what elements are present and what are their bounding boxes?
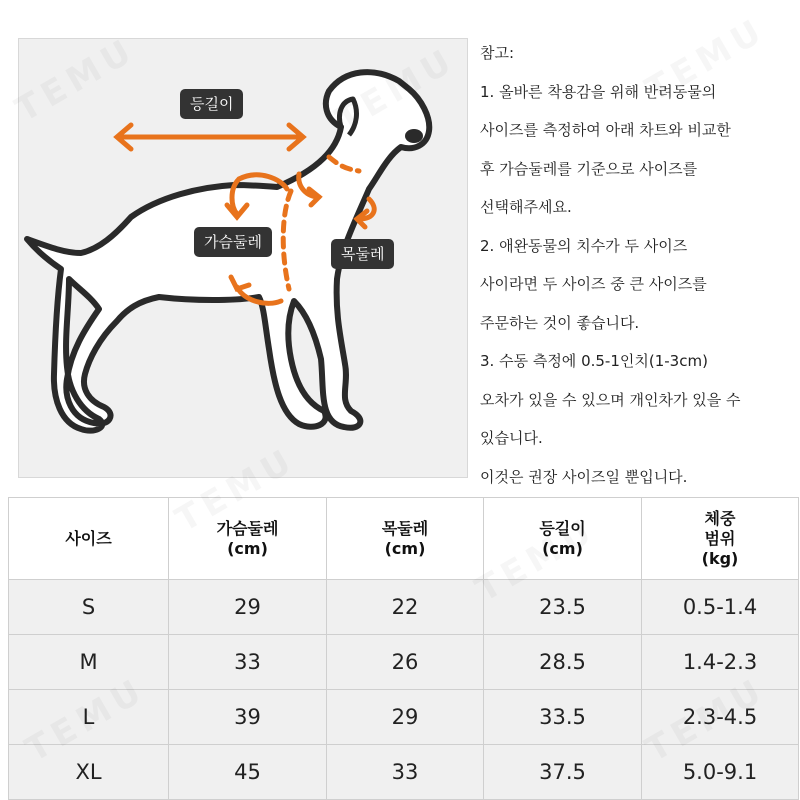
notes-line: 1. 올바른 착용감을 위해 반려동물의 bbox=[480, 82, 717, 101]
notes-line: 후 가슴둘레를 기준으로 사이즈를 bbox=[480, 159, 698, 178]
back-length-label: 등길이 bbox=[180, 89, 243, 119]
notes-line: 오차가 있을 수 있으며 개인차가 있을 수 bbox=[480, 390, 741, 409]
header-weight-range: 체중 범위 (kg) bbox=[642, 498, 799, 580]
dog-measurement-diagram bbox=[18, 38, 468, 478]
notes-line: 사이라면 두 사이즈 중 큰 사이즈를 bbox=[480, 275, 707, 293]
header-back-length: 등길이 (cm) bbox=[484, 498, 642, 580]
table-cell: 2.3-4.5 bbox=[642, 690, 799, 745]
table-cell: 1.4-2.3 bbox=[642, 635, 799, 690]
dog-outline-icon bbox=[19, 39, 469, 479]
table-row bbox=[9, 745, 799, 800]
notes-line: 2. 애완동물의 치수가 두 사이즈 bbox=[480, 236, 688, 255]
notes-line: 이것은 권장 사이즈일 뿐입니다. bbox=[480, 467, 688, 486]
table-cell: 26 bbox=[327, 635, 484, 690]
table-cell: 33.5 bbox=[484, 690, 642, 745]
table-row bbox=[9, 635, 799, 690]
notes-line: 선택해주세요. bbox=[480, 198, 572, 216]
header-neck-girth: 목둘레 (cm) bbox=[327, 498, 484, 580]
notes-line: 3. 수동 측정에 0.5-1인치(1-3cm) bbox=[480, 352, 708, 370]
table-cell: 29 bbox=[327, 690, 484, 745]
table-cell: 23.5 bbox=[484, 580, 642, 635]
table-cell: 22 bbox=[327, 580, 484, 635]
size-notes bbox=[480, 34, 800, 496]
table-cell: 37.5 bbox=[484, 745, 642, 800]
table-cell: 29 bbox=[169, 580, 327, 635]
table-cell: 5.0-9.1 bbox=[642, 745, 799, 800]
neck-girth-label: 목둘레 bbox=[331, 239, 394, 269]
size-chart-table bbox=[8, 497, 799, 800]
table-row bbox=[9, 690, 799, 745]
table-cell: L bbox=[9, 690, 169, 745]
notes-line: 주문하는 것이 좋습니다. bbox=[480, 313, 640, 332]
chest-girth-label: 가슴둘레 bbox=[194, 227, 272, 257]
notes-line: 사이즈를 측정하여 아래 차트와 비교한 bbox=[480, 121, 731, 139]
table-cell: 45 bbox=[169, 745, 327, 800]
table-cell: S bbox=[9, 580, 169, 635]
table-cell: 33 bbox=[327, 745, 484, 800]
table-cell: M bbox=[9, 635, 169, 690]
table-cell: 33 bbox=[169, 635, 327, 690]
table-row bbox=[9, 580, 799, 635]
notes-heading: 참고: bbox=[480, 44, 515, 62]
header-chest-girth: 가슴둘레 (cm) bbox=[169, 498, 327, 580]
header-size: 사이즈 bbox=[9, 498, 169, 580]
table-header-row bbox=[9, 498, 799, 580]
table-cell: 28.5 bbox=[484, 635, 642, 690]
table-cell: 0.5-1.4 bbox=[642, 580, 799, 635]
table-cell: XL bbox=[9, 745, 169, 800]
notes-line: 있습니다. bbox=[480, 429, 543, 447]
table-cell: 39 bbox=[169, 690, 327, 745]
